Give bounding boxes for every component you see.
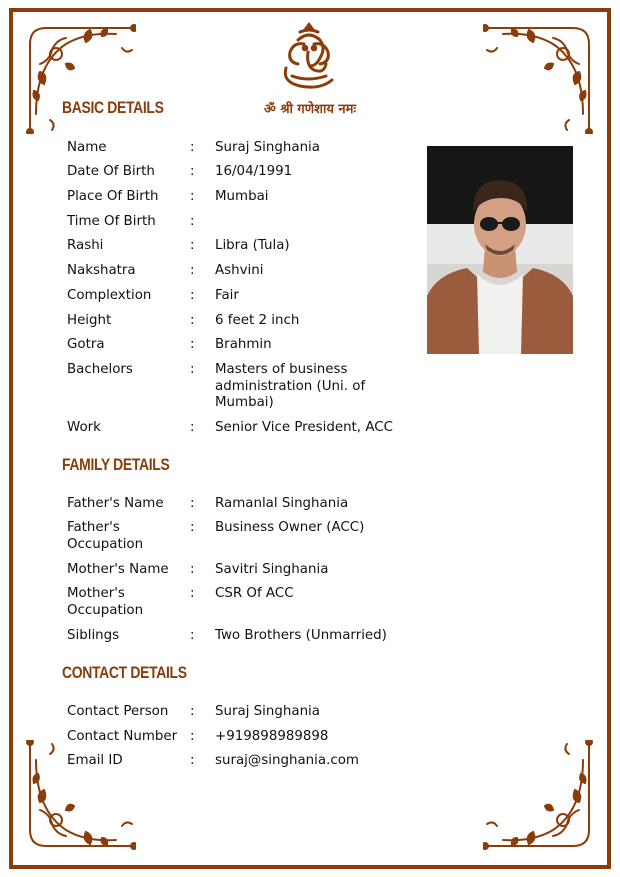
row-label: Height — [67, 313, 112, 328]
family-details-heading: FAMILY DETAILS — [62, 455, 170, 474]
row-separator: : — [190, 586, 195, 601]
row-label: Bachelors — [67, 362, 133, 377]
row-label: Time Of Birth — [67, 214, 156, 229]
row-value: Fair — [215, 288, 239, 303]
row-value: Libra (Tula) — [215, 238, 290, 253]
row-separator: : — [190, 520, 195, 535]
row-value: 16/04/1991 — [215, 164, 293, 179]
row-separator: : — [190, 704, 195, 719]
row-separator: : — [190, 729, 195, 744]
row-label: Contact Person — [67, 704, 169, 719]
row-value: Ashvini — [215, 263, 264, 278]
row-separator: : — [190, 164, 195, 179]
row-value: Ramanlal Singhania — [215, 496, 349, 511]
mantra-text: ॐ श्री गणेशाय नमः — [263, 102, 357, 117]
row-value: Business Owner (ACC) — [215, 520, 365, 535]
row-label: Father's Name — [67, 496, 164, 511]
row-separator: : — [190, 496, 195, 511]
row-value: Masters of business administration (Uni. of Mumbai) — [215, 362, 366, 410]
row-separator: : — [190, 628, 195, 643]
row-separator: : — [190, 337, 195, 352]
row-separator: : — [190, 362, 195, 377]
row-value: +919898989898 — [215, 729, 329, 744]
row-label: Work — [67, 420, 101, 435]
row-value: Senior Vice President, ACC — [215, 420, 393, 435]
row-label: Place Of Birth — [67, 189, 159, 204]
row-separator: : — [190, 263, 195, 278]
row-label: Email ID — [67, 753, 123, 768]
row-separator: : — [190, 562, 195, 577]
row-value: Suraj Singhania — [215, 140, 320, 155]
row-value: Suraj Singhania — [215, 704, 320, 719]
row-label: Mother's Name — [67, 562, 169, 577]
row-value: Mumbai — [215, 189, 269, 204]
row-separator: : — [190, 313, 195, 328]
row-label: Gotra — [67, 337, 105, 352]
row-value: suraj@singhania.com — [215, 753, 359, 768]
row-value: 6 feet 2 inch — [215, 313, 300, 328]
row-label: Nakshatra — [67, 263, 136, 278]
row-separator: : — [190, 189, 195, 204]
row-value: Savitri Singhania — [215, 562, 329, 577]
ganesha-icon — [278, 18, 340, 90]
row-separator: : — [190, 288, 195, 303]
row-label: Mother's Occupation — [67, 586, 144, 618]
row-label: Contact Number — [67, 729, 178, 744]
floral-corner-icon — [483, 24, 593, 134]
row-separator: : — [190, 753, 195, 768]
row-value: Two Brothers (Unmarried) — [215, 628, 387, 643]
row-label: Rashi — [67, 238, 104, 253]
row-value: Brahmin — [215, 337, 272, 352]
floral-corner-icon — [483, 740, 593, 850]
row-label: Complextion — [67, 288, 152, 303]
basic-details-heading: BASIC DETAILS — [62, 98, 164, 117]
row-label: Father's Occupation — [67, 520, 144, 552]
row-separator: : — [190, 214, 195, 229]
row-label: Date Of Birth — [67, 164, 155, 179]
profile-photo — [427, 146, 573, 354]
contact-details-heading: CONTACT DETAILS — [62, 663, 187, 682]
row-separator: : — [190, 420, 195, 435]
row-separator: : — [190, 140, 195, 155]
row-label: Siblings — [67, 628, 120, 643]
row-value: CSR Of ACC — [215, 586, 294, 601]
row-label: Name — [67, 140, 107, 155]
row-separator: : — [190, 238, 195, 253]
